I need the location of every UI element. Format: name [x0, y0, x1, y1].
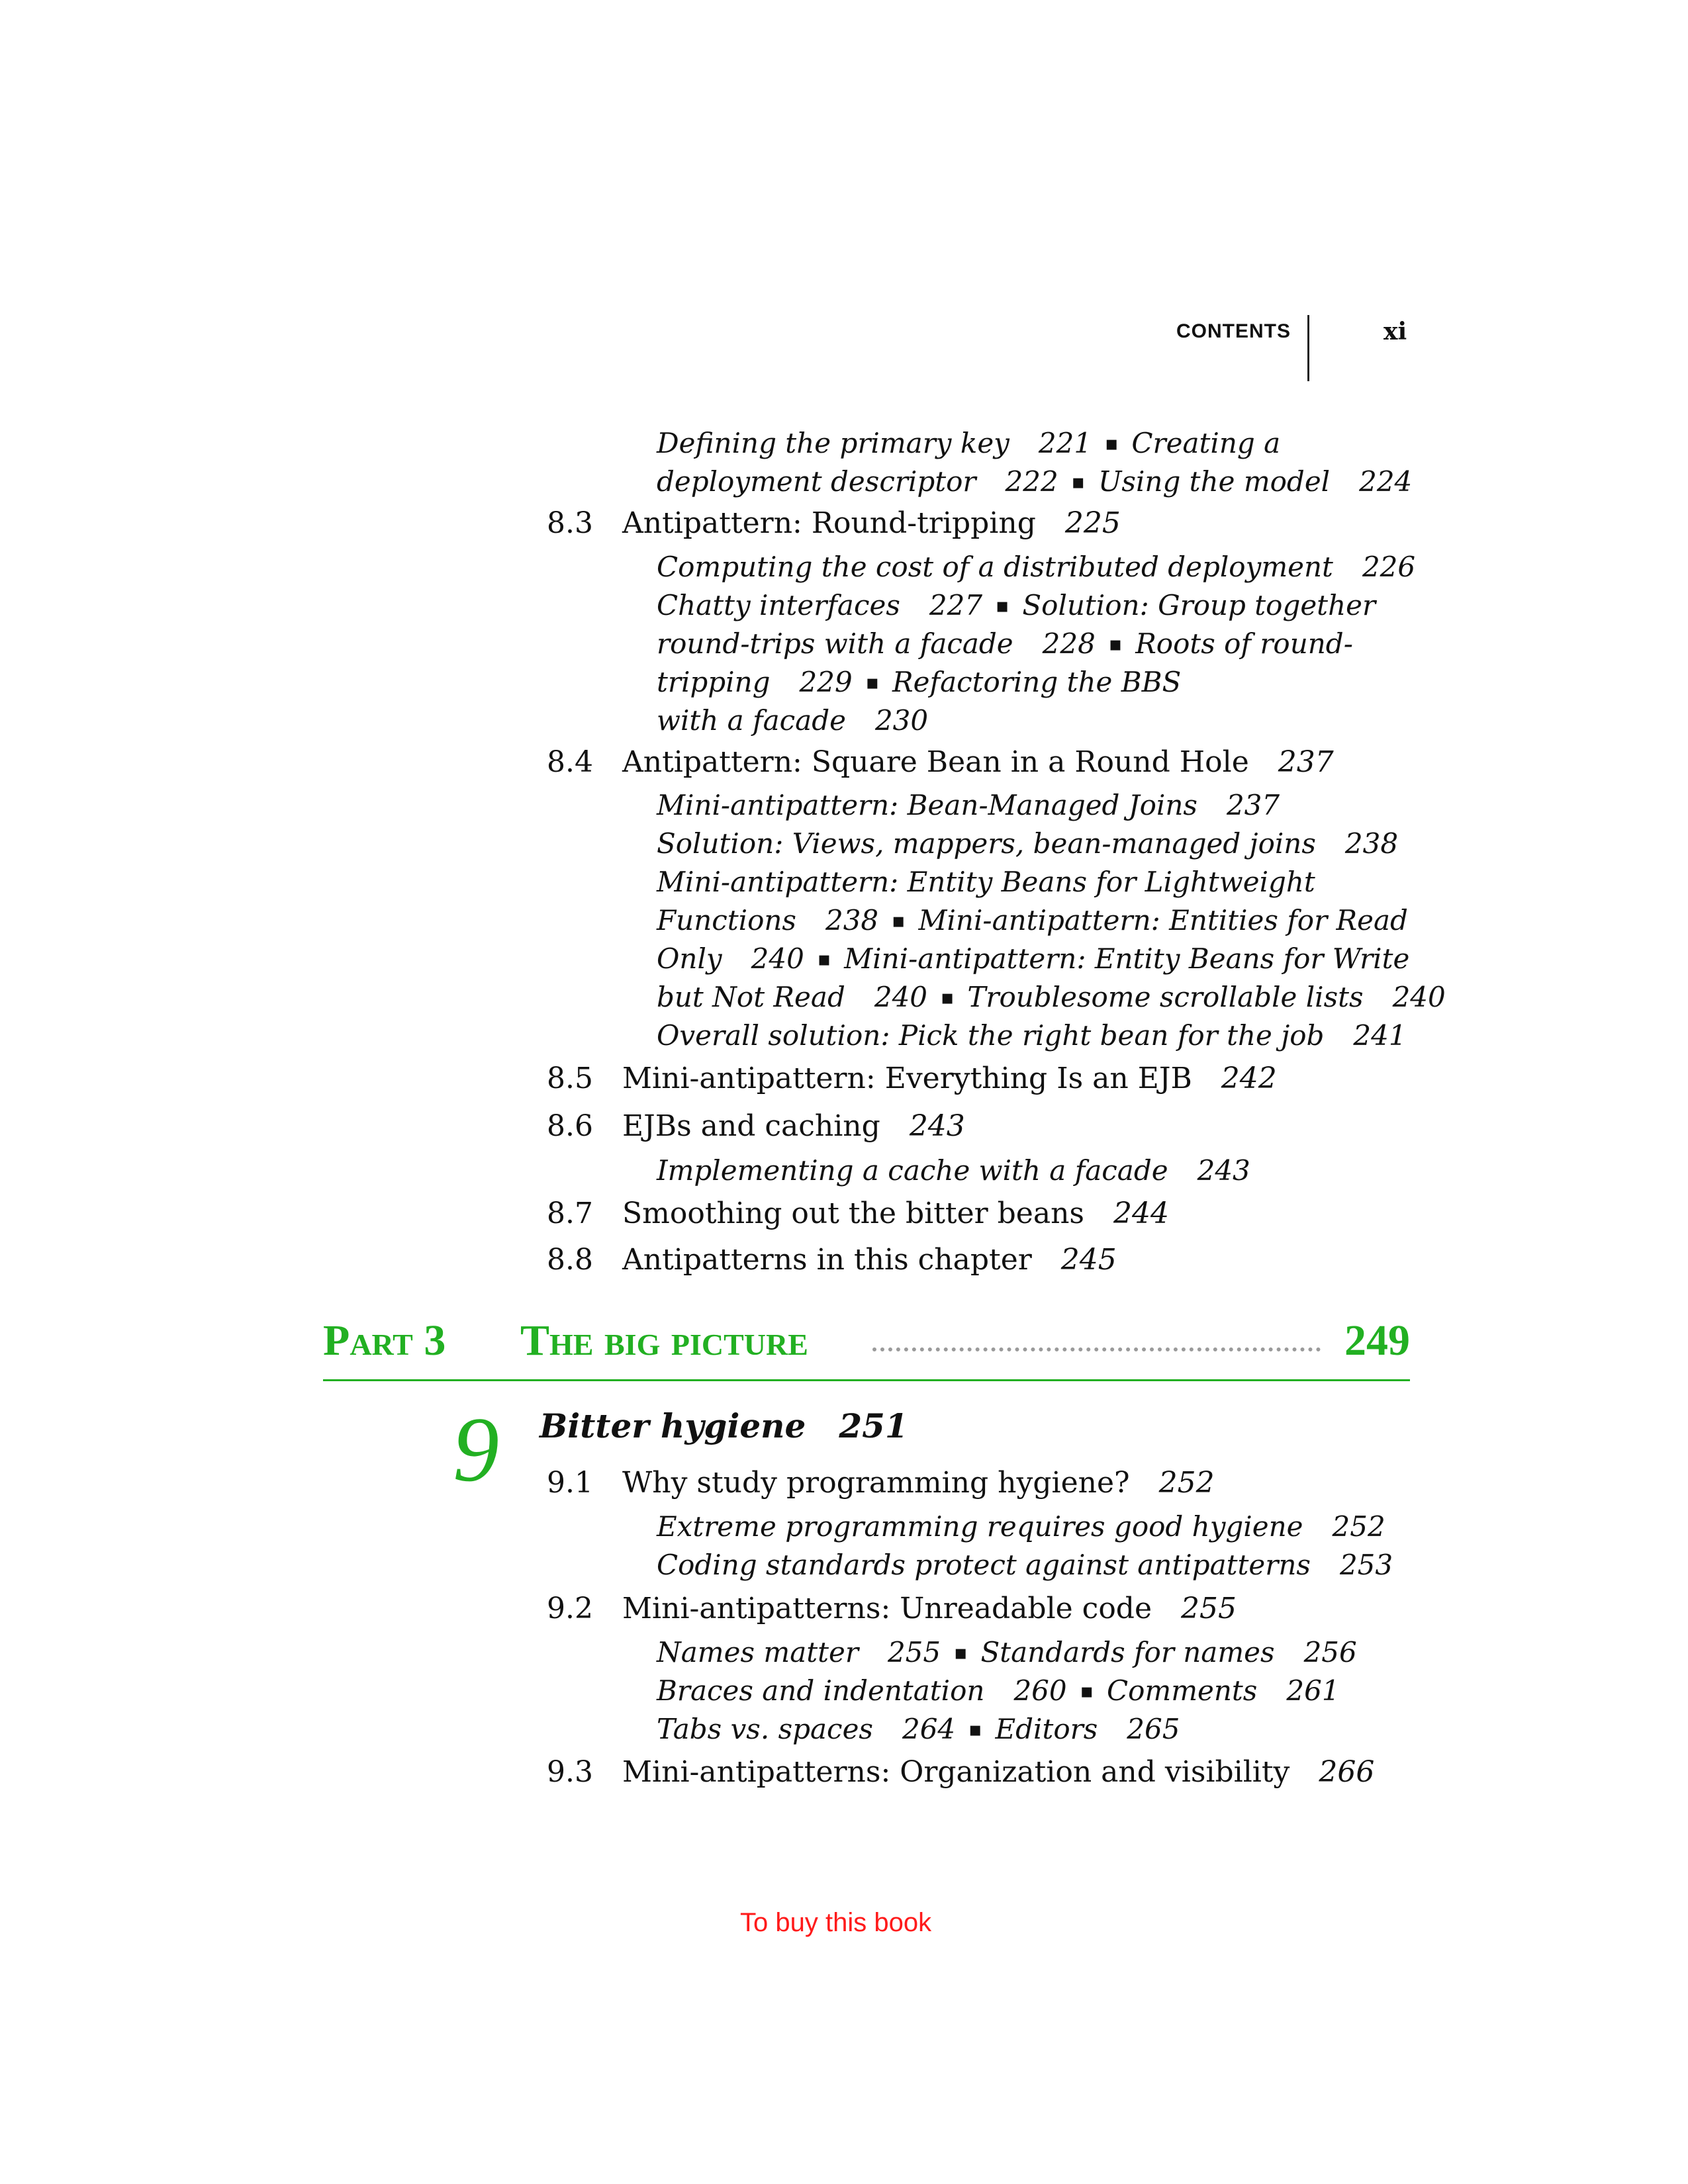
part-label: Part 3: [323, 1316, 446, 1365]
subtopic-title: Roots of round-: [1135, 627, 1353, 660]
section-title: Antipattern: Round-tripping: [622, 506, 1036, 540]
section-page: 255: [1181, 1592, 1237, 1625]
subtopic-title: Editors: [995, 1713, 1098, 1745]
subtopic-title: Using the model: [1098, 465, 1331, 498]
subtopic-page: 253: [1339, 1549, 1393, 1581]
ch8-subtopic-line: [657, 789, 1280, 821]
part-heading: [323, 1316, 1410, 1369]
leader-dots: [872, 1347, 1321, 1351]
ch9-subtopic-line: [657, 1713, 1180, 1745]
ch9-subtopic-line: [657, 1549, 1393, 1581]
subtopic-title: Extreme programming requires good hygiene: [657, 1510, 1303, 1543]
bullet-separator: ▪: [1105, 432, 1119, 455]
section-title: Mini-antipatterns: Organization and visibility: [622, 1755, 1290, 1789]
toc-section-8.3: [547, 506, 1121, 540]
subtopic-title: Computing the cost of a distributed deployment: [657, 551, 1333, 583]
section-number: 9.3: [547, 1755, 593, 1789]
section-number: 8.4: [547, 745, 593, 779]
toc-section-9.2: [547, 1592, 1237, 1625]
bullet-separator: ▪: [865, 671, 880, 694]
subtopic-title: Functions: [657, 904, 796, 936]
bullet-separator: ▪: [954, 1641, 968, 1664]
subtopic-title: Mini-antipattern: Entity Beans for Lightweight: [657, 866, 1315, 898]
section-page: 242: [1221, 1062, 1277, 1095]
subtopic-title: Chatty interfaces: [657, 589, 900, 621]
section-number: 9.1: [547, 1466, 593, 1500]
ch8-subtopic-line: [657, 704, 928, 737]
ch8-subtopic-line: [657, 465, 1412, 498]
subtopic-title: deployment descriptor: [657, 465, 976, 498]
ch8-subtopic-line: [657, 827, 1398, 860]
ch9-subtopic-line: [657, 1636, 1357, 1668]
subtopic-title: Comments: [1106, 1674, 1258, 1707]
subtopic-page: 237: [1226, 789, 1280, 821]
section-title: Why study programming hygiene?: [622, 1466, 1130, 1500]
section-page: 243: [909, 1109, 965, 1143]
subtopic-title: Solution: Views, mappers, bean-managed joins: [657, 827, 1316, 860]
subtopic-title: Coding standards protect against antipatterns: [657, 1549, 1311, 1581]
subtopic-title: but Not Read: [657, 981, 845, 1013]
section-page: 266: [1319, 1755, 1375, 1789]
ch8-subtopic-line: [657, 1019, 1407, 1052]
chapter-title-text: Bitter hygiene: [539, 1406, 806, 1445]
subtopic-title: Defining the primary key: [657, 427, 1009, 459]
subtopic-title: Tabs vs. spaces: [657, 1713, 873, 1745]
subtopic-page: 229: [799, 666, 853, 698]
part-title: The big picture: [520, 1316, 808, 1365]
section-page: 225: [1064, 506, 1121, 540]
chapter-number: 9: [453, 1398, 499, 1501]
bullet-separator: ▪: [817, 948, 831, 971]
toc-section-9.1: [547, 1466, 1215, 1500]
subtopic-page: 260: [1013, 1674, 1067, 1707]
ch9-subtopic-line: [657, 1510, 1385, 1543]
running-header-label: CONTENTS: [1176, 320, 1291, 342]
section-title: Mini-antipattern: Everything Is an EJB: [622, 1062, 1192, 1095]
page-number: xi: [1383, 318, 1407, 345]
section-number: 8.5: [547, 1062, 593, 1095]
subtopic-title: round-trips with a facade: [657, 627, 1013, 660]
section-number: 9.2: [547, 1592, 593, 1625]
section-title: EJBs and caching: [622, 1109, 880, 1143]
toc-section-8.6: [547, 1109, 965, 1143]
subtopic-title: Mini-antipattern: Entities for Read: [918, 904, 1408, 936]
section-page: 252: [1158, 1466, 1215, 1500]
subtopic-page: 227: [929, 589, 983, 621]
section-title: Mini-antipatterns: Unreadable code: [622, 1592, 1152, 1625]
section-number: 8.3: [547, 506, 593, 540]
section-title: Antipatterns in this chapter: [622, 1243, 1032, 1277]
subtopic-title: Names matter: [657, 1636, 859, 1668]
subtopic-page: 265: [1127, 1713, 1180, 1745]
buy-book-link[interactable]: To buy this book: [740, 1908, 932, 1937]
subtopic-page: 252: [1332, 1510, 1385, 1543]
subtopic-page: 228: [1042, 627, 1096, 660]
subtopic-page: 261: [1286, 1674, 1340, 1707]
ch8-subtopic-line: [657, 589, 1376, 621]
bullet-separator: ▪: [1108, 633, 1123, 656]
ch8-subtopic-line: [657, 981, 1446, 1013]
subtopic-title: with a facade: [657, 704, 846, 737]
bullet-separator: ▪: [892, 909, 906, 933]
subtopic-title: Refactoring the BBS: [892, 666, 1182, 698]
ch8-subtopic-line: [657, 1154, 1250, 1187]
section-title: Antipattern: Square Bean in a Round Hole: [622, 745, 1249, 779]
ch8-subtopic-line: [657, 551, 1415, 583]
subtopic-page: 230: [874, 704, 929, 737]
toc-section-8.5: [547, 1062, 1277, 1095]
subtopic-page: 255: [887, 1636, 941, 1668]
ch8-subtopic-line: [657, 866, 1315, 898]
subtopic-page: 238: [1344, 827, 1399, 860]
subtopic-page: 240: [1392, 981, 1446, 1013]
section-number: 8.6: [547, 1109, 593, 1143]
subtopic-title: Standards for names: [980, 1636, 1275, 1668]
section-page: 245: [1060, 1243, 1117, 1277]
subtopic-page: 256: [1303, 1636, 1357, 1668]
subtopic-page: 222: [1005, 465, 1058, 498]
ch8-subtopic-line: [657, 666, 1181, 698]
header-divider: [1307, 315, 1309, 381]
bullet-separator: ▪: [996, 594, 1009, 617]
ch8-subtopic-line: [657, 427, 1280, 459]
subtopic-title: Braces and indentation: [657, 1674, 985, 1707]
subtopic-page: 243: [1197, 1154, 1250, 1187]
ch9-subtopic-line: [657, 1674, 1340, 1707]
section-page: 244: [1113, 1197, 1169, 1230]
subtopic-title: tripping: [657, 666, 771, 698]
bullet-separator: ▪: [1071, 471, 1086, 494]
toc-section-8.8: [547, 1243, 1117, 1277]
section-title: Smoothing out the bitter beans: [622, 1197, 1084, 1230]
part-rule: [323, 1379, 1410, 1381]
subtopic-page: 224: [1359, 465, 1413, 498]
toc-section-9.3: [547, 1755, 1374, 1789]
subtopic-title: Creating a: [1131, 427, 1281, 459]
subtopic-page: 226: [1362, 551, 1416, 583]
subtopic-title: Implementing a cache with a facade: [657, 1154, 1168, 1187]
part-page: 249: [1344, 1316, 1410, 1365]
subtopic-title: Solution: Group together: [1022, 589, 1376, 621]
subtopic-page: 240: [874, 981, 928, 1013]
bullet-separator: ▪: [1080, 1680, 1094, 1703]
subtopic-page: 238: [825, 904, 879, 936]
bullet-separator: ▪: [941, 986, 955, 1009]
ch8-subtopic-line: [657, 942, 1409, 975]
subtopic-page: 221: [1038, 427, 1092, 459]
ch8-subtopic-line: [657, 904, 1408, 936]
ch8-subtopic-line: [657, 627, 1353, 660]
section-number: 8.8: [547, 1243, 593, 1277]
chapter-page: 251: [839, 1406, 908, 1445]
subtopic-title: Overall solution: Pick the right bean for the job: [657, 1019, 1325, 1052]
bullet-separator: ▪: [968, 1718, 982, 1741]
section-number: 8.7: [547, 1197, 593, 1230]
toc-section-8.4: [547, 745, 1334, 779]
subtopic-title: Mini-antipattern: Entity Beans for Write: [844, 942, 1410, 975]
subtopic-title: Only: [657, 942, 722, 975]
chapter-title: [539, 1406, 908, 1445]
subtopic-title: Mini-antipattern: Bean-Managed Joins: [657, 789, 1197, 821]
subtopic-page: 240: [751, 942, 804, 975]
subtopic-title: Troublesome scrollable lists: [967, 981, 1364, 1013]
subtopic-page: 264: [902, 1713, 956, 1745]
subtopic-page: 241: [1353, 1019, 1407, 1052]
section-page: 237: [1278, 745, 1334, 779]
toc-section-8.7: [547, 1197, 1169, 1230]
